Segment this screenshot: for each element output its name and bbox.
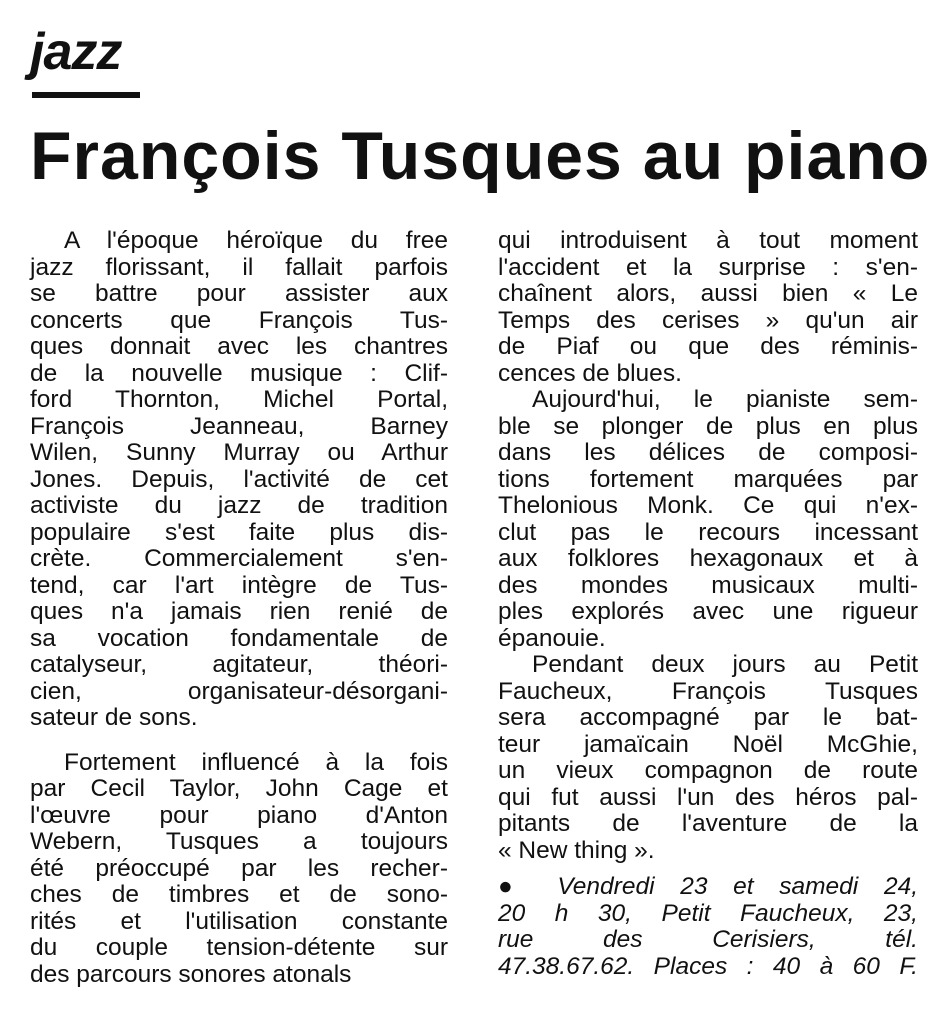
text-line: ques donnait avec les chantres (30, 333, 448, 360)
text-line: par Cecil Taylor, John Cage et (30, 775, 448, 802)
text-line: du couple tension-détente sur (30, 934, 448, 961)
text-line: Jones. Depuis, l'activité de cet (30, 465, 448, 493)
paragraph (498, 228, 918, 387)
text-line: ques n'a jamais rien renié de (30, 598, 448, 625)
text-line: rités et l'utilisation constante (30, 907, 448, 935)
text-line: Webern, Tusques a toujours (30, 828, 448, 855)
text-line: A l'époque héroïque du free (64, 227, 448, 254)
text-line: ford Thornton, Michel Portal, (30, 386, 448, 413)
text-line: cien, organisateur-désorgani- (30, 677, 448, 705)
text-line: Faucheux, François Tusques (498, 677, 918, 705)
article-column-right (498, 228, 918, 980)
text-line: jazz florissant, il fallait parfois (30, 253, 448, 281)
text-line: sa vocation fondamentale de (30, 624, 448, 652)
text-line: tend, car l'art intègre de Tus- (30, 571, 448, 599)
text-line: « New thing ». (498, 836, 655, 864)
text-line: ches de timbres et de sono- (30, 881, 448, 908)
paragraph (498, 387, 918, 652)
text-line: Wilen, Sunny Murray ou Arthur (30, 439, 448, 466)
text-line: l'accident et la surprise : s'en- (498, 253, 918, 281)
practical-info-line: rue des Cerisiers, tél. (498, 926, 918, 953)
text-line: dans les délices de composi- (498, 439, 918, 466)
text-line: épanouie. (498, 624, 606, 652)
text-line: l'œuvre pour piano d'Anton (30, 801, 448, 829)
text-line: aux folklores hexagonaux et à (498, 545, 918, 572)
kicker: jazz (30, 23, 122, 81)
text-line: des parcours sonores atonals (30, 960, 352, 988)
text-line: Thelonious Monk. Ce qui n'ex- (498, 492, 918, 519)
text-line: pitants de l'aventure de la (498, 810, 918, 837)
text-line: catalyseur, agitateur, théori- (30, 651, 448, 678)
text-line: tions fortement marquées par (498, 465, 918, 493)
text-line: sera accompagné par le bat- (498, 704, 918, 731)
text-line: clut pas le recours incessant (498, 518, 918, 546)
practical-info (498, 874, 918, 980)
text-line: Pendant deux jours au Petit (532, 651, 918, 678)
text-line: Aujourd'hui, le pianiste sem- (532, 386, 918, 413)
practical-info-line: 20 h 30, Petit Faucheux, 23, (498, 899, 918, 927)
kicker-underline (32, 92, 140, 98)
text-line: été préoccupé par les recher- (30, 854, 448, 882)
text-line: se battre pour assister aux (30, 280, 448, 307)
headline: François Tusques au piano (30, 118, 931, 194)
text-line: crète. Commercialement s'en- (30, 545, 448, 572)
text-line: activiste du jazz de tradition (30, 492, 448, 519)
text-line: cences de blues. (498, 359, 682, 387)
text-line: Temps des cerises » qu'un air (498, 306, 918, 334)
text-line: Fortement influencé à la fois (64, 748, 448, 776)
text-line: un vieux compagnon de route (498, 757, 918, 784)
text-line: François Jeanneau, Barney (30, 412, 448, 440)
text-line: de la nouvelle musique : Clif- (30, 359, 448, 387)
text-line: qui introduisent à tout moment (498, 227, 918, 254)
paragraph (30, 228, 448, 732)
text-line: de Piaf ou que des réminis- (498, 333, 918, 360)
text-line: populaire s'est faite plus dis- (30, 518, 448, 546)
paragraph (30, 750, 448, 989)
text-line: qui fut aussi l'un des héros pal- (498, 783, 918, 811)
text-line: des mondes musicaux multi- (498, 571, 918, 599)
text-line: concerts que François Tus- (30, 306, 448, 334)
paragraph (498, 652, 918, 864)
text-line: chaînent alors, aussi bien « Le (498, 280, 918, 307)
text-line: ble se plonger de plus en plus (498, 412, 918, 440)
article-column-left (30, 228, 448, 988)
practical-info-line: ● Vendredi 23 et samedi 24, (498, 873, 918, 900)
practical-info-line: 47.38.67.62. Places : 40 à 60 F. (498, 952, 918, 980)
text-line: teur jamaïcain Noël McGhie, (498, 730, 918, 758)
text-line: ples explorés avec une rigueur (498, 598, 918, 625)
text-line: sateur de sons. (30, 704, 198, 731)
